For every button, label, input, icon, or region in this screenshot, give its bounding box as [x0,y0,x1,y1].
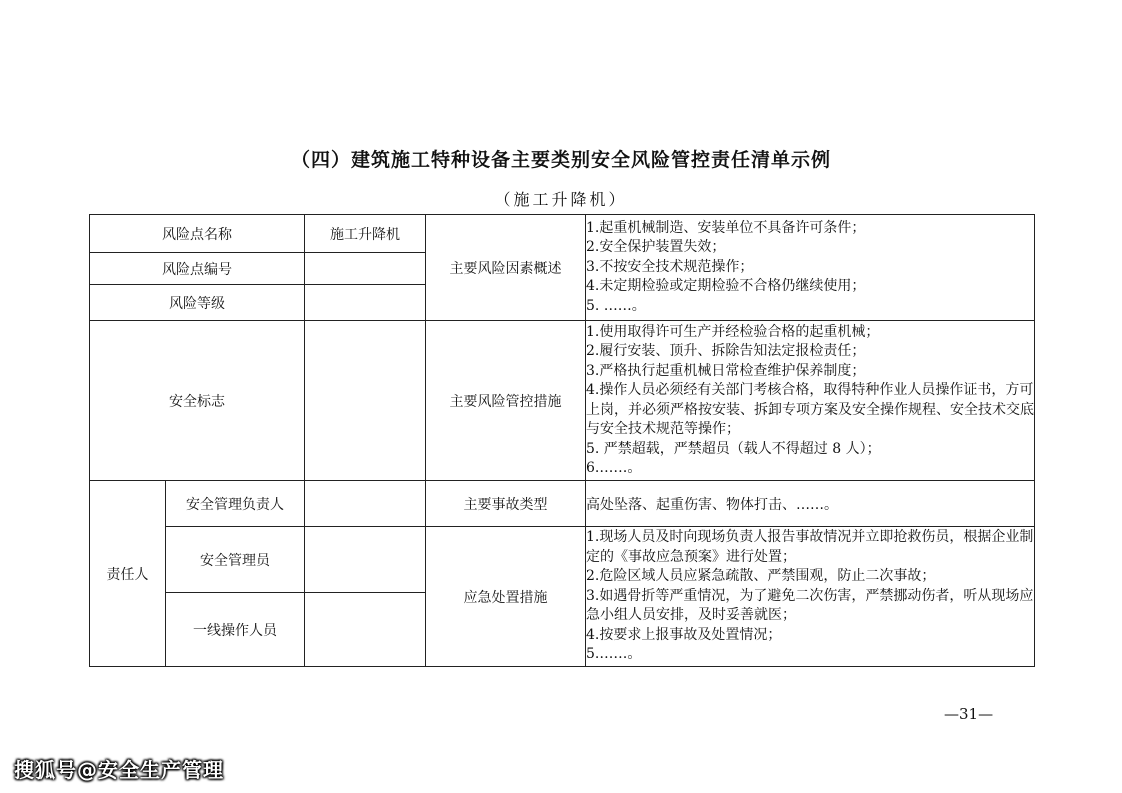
list-item: 5. ……。 [586,297,646,314]
safety-sign-value [305,321,426,481]
safety-officer-value [305,527,426,593]
list-item: 1.现场人员及时向现场负责人报告事故情况并立即抢救伤员，根据企业制定的《事故应急预案》进行处置； [586,529,1034,565]
list-item: 4.按要求上报事故及处置情况； [586,626,782,643]
risk-point-name-label: 风险点名称 [90,215,305,253]
list-item: 2.履行安装、顶升、拆除告知法定报检责任； [586,343,866,359]
risk-factors-label: 主要风险因素概述 [426,215,586,321]
risk-level-value [305,285,426,321]
list-item: 3.如遇骨折等严重情况，为了避免二次伤害，严禁挪动伤者，听从现场应急小组人员安排，及时妥善就医； [586,587,1034,624]
control-measures-list [586,321,1035,481]
list-item: 4.未定期检验或定期检验不合格仍继续使用； [586,278,866,295]
risk-control-table [89,214,1035,667]
safety-sign-label: 安全标志 [90,321,305,481]
emergency-measures-list [586,527,1035,667]
list-item: 6.……。 [586,460,642,476]
brand-watermark: 搜狐号@安全生产管理 [14,758,224,782]
accident-types-value: 高处坠落、起重伤害、物体打击、……。 [586,481,1035,527]
document-title: （四）建筑施工特种设备主要类别安全风险管控责任清单示例 [290,149,831,171]
document-subtitle: （施工升降机） [494,190,628,209]
list-item: 2.安全保护装置失效； [586,239,726,256]
list-item: 2.危险区域人员应紧急疏散、严禁围观，防止二次事故； [586,568,936,585]
list-item: 5. 严禁超载，严禁超员（载人不得超过 8 人）； [586,440,881,457]
list-item: 3.不按安全技术规范操作； [586,258,754,275]
emergency-label: 应急处置措施 [426,527,586,667]
list-item: 1.使用取得许可生产并经检验合格的起重机械； [586,323,880,340]
frontline-operator-label: 一线操作人员 [166,593,305,667]
risk-level-label: 风险等级 [90,285,305,321]
safety-officer-label: 安全管理员 [166,527,305,593]
responsible-label: 责任人 [90,481,166,667]
frontline-operator-value [305,593,426,667]
safety-manager-head-label: 安全管理负责人 [166,481,305,527]
page-number: —31— [944,705,994,723]
safety-manager-head-value [305,481,426,527]
list-item: 4.操作人员必须经有关部门考核合格，取得特种作业人员操作证书，方可上岗，并必须严格按安装、拆卸专项方案及安全操作规程、安全技术交底与安全技术规范等操作； [586,382,1034,437]
control-measures-label: 主要风险管控措施 [426,321,586,481]
risk-factors-list [586,215,1035,321]
accident-types-label: 主要事故类型 [426,481,586,527]
list-item: 5.……。 [586,646,642,663]
risk-point-name-value: 施工升降机 [305,215,426,253]
risk-point-code-label: 风险点编号 [90,253,305,285]
risk-point-code-value [305,253,426,285]
list-item: 1.起重机械制造、安装单位不具备许可条件； [586,219,866,236]
list-item: 3.严格执行起重机械日常检查维护保养制度； [586,362,866,379]
